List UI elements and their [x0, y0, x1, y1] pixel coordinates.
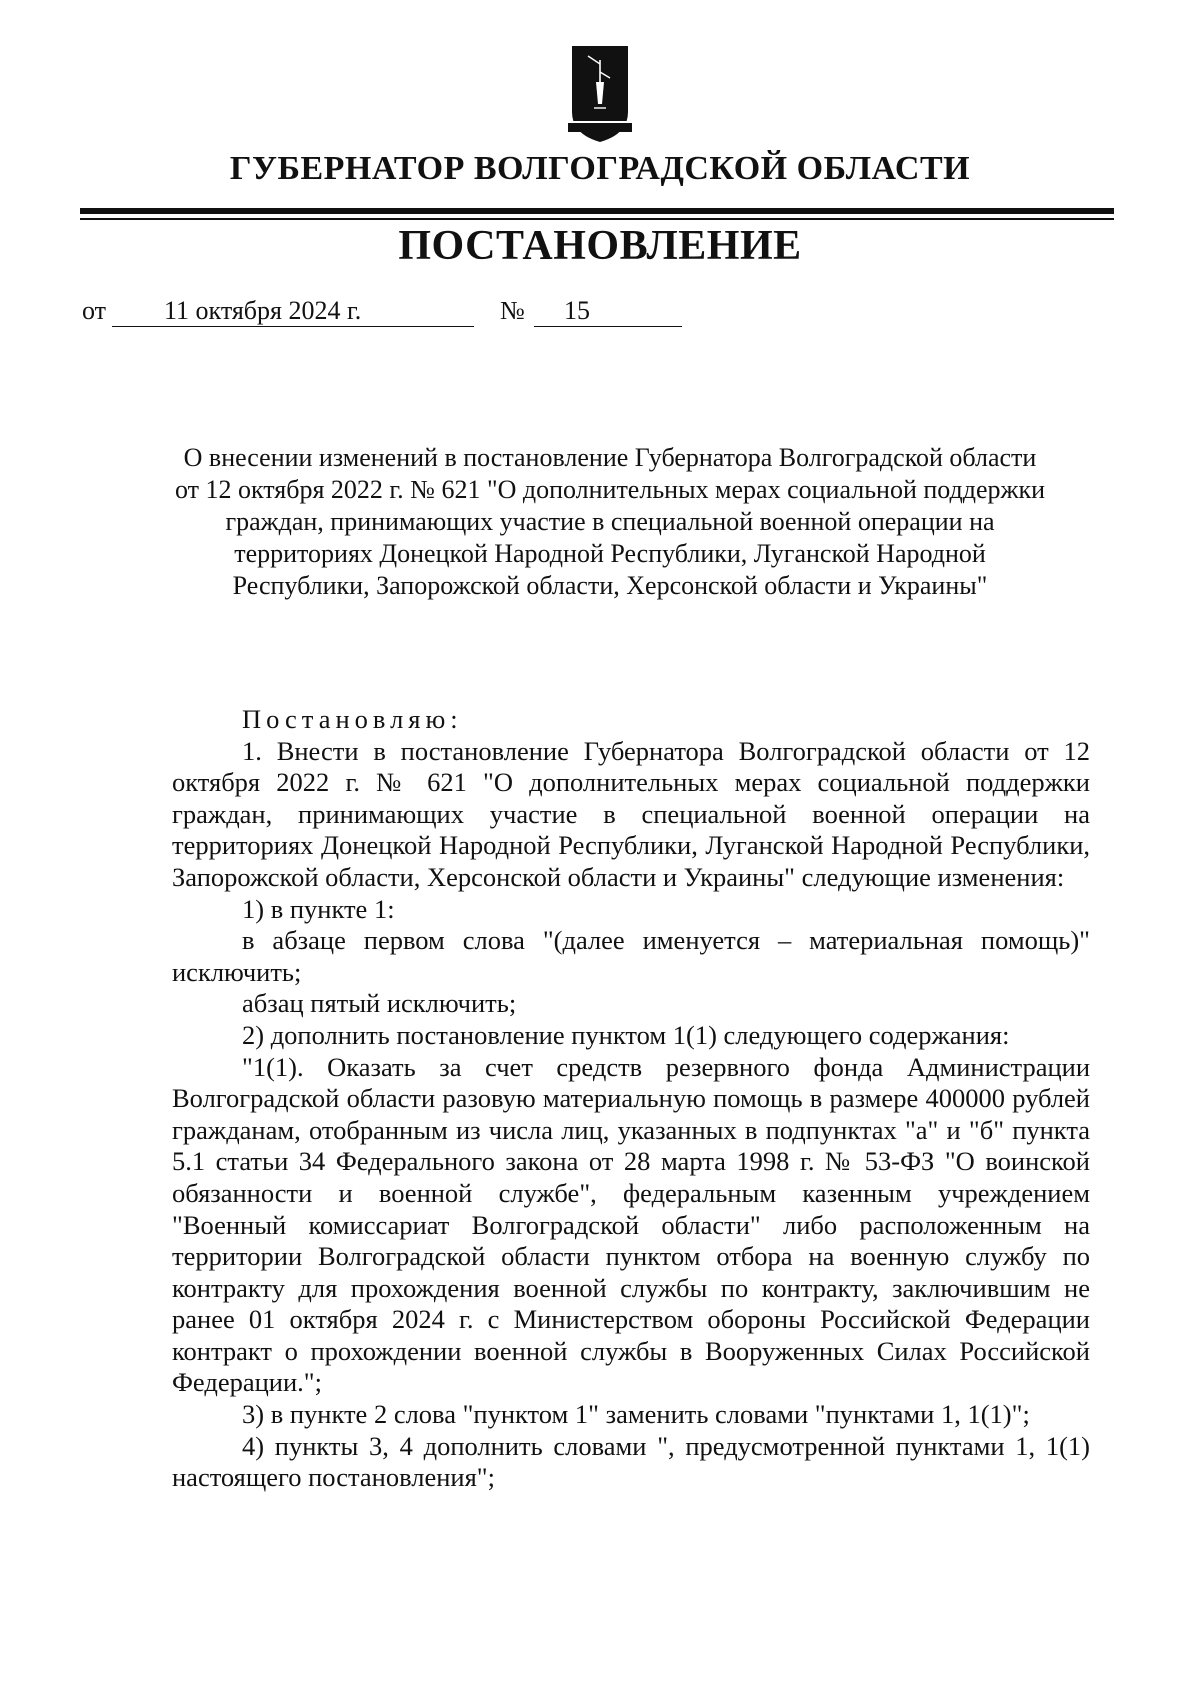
header-rule-thick [80, 208, 1114, 214]
date-field [112, 296, 474, 327]
issuing-authority: ГУБЕРНАТОР ВОЛГОГРАДСКОЙ ОБЛАСТИ [229, 150, 971, 187]
resolve-line: Постановляю: [242, 704, 463, 734]
number-prefix: № [500, 296, 525, 325]
header-rule-thin [80, 218, 1114, 220]
volgograd-coat-of-arms-icon [558, 42, 642, 146]
date-prefix: от [82, 296, 107, 325]
new-clause-quote: "1(1). Оказать за счет средств резервного фонда Администрации Волгоградской области разовую материальную помощь в размере 400000 рублей гражданам, отобранным из числа лиц, указанных в подпунктах "а" и "б" пункта 5.1 статьи 34 Федерального закона от 28 марта 1998 г. № 53-ФЗ "О воинской обязанности и военной службе", федеральным казенным учреждением "Военный комиссариат Волгоградской области" либо расположенным на территории Волгоградской области пунктом отбора на военную службу по контракту для прохождения военной службы по контракту, заключившим не ранее 01 октября 2024 г. с Министерством обороны Российской Федерации контракт о прохождении военной службы в Вооруженных Силах Российской Федерации."; [172, 1051, 1090, 1398]
decree-date: 11 октября 2024 г. [164, 296, 362, 325]
subitem-4: 4) пункты 3, 4 дополнить словами ", предусмотренной пунктами 1, 1(1) настоящего постановления"; [172, 1430, 1090, 1493]
item-1: 1. Внести в постановление Губернатора Волгоградской области от 12 октября 2022 г. № 621 "О дополнительных мерах социальной поддержки граждан, принимающих участие в специальной военной операции на территориях Донецкой Народной Республики, Луганской Народной Республики, Запорожской области, Херсонской области и Украины" следующие изменения: [172, 735, 1090, 892]
number-field [534, 296, 682, 327]
decree-body [172, 704, 1090, 1494]
subitem-2: 2) дополнить постановление пунктом 1(1) следующего содержания: [242, 1019, 1010, 1050]
document-type: ПОСТАНОВЛЕНИЕ [398, 223, 802, 269]
subitem-1-paragraph-a: в абзаце первом слова "(далее именуется – материальная помощь)" исключить; [172, 925, 1090, 987]
subitem-1: 1) в пункте 1: [242, 893, 395, 924]
subitem-3: 3) в пункте 2 слова "пунктом 1" заменить словами "пунктами 1, 1(1)"; [242, 1399, 1030, 1430]
subitem-1-paragraph-b: абзац пятый исключить; [242, 988, 517, 1019]
decree-subject: О внесении изменений в постановление Губернатора Волгоградской области от 12 октября 2022 г. № 621 "О дополнительных мерах социальной поддержки граждан, принимающих участие в специальной военной операции на территориях Донецкой Народной Республики, Луганской Народной Республики, Запорожской области, Херсонской области и Украины" [174, 443, 1046, 600]
decree-number: 15 [564, 296, 590, 325]
